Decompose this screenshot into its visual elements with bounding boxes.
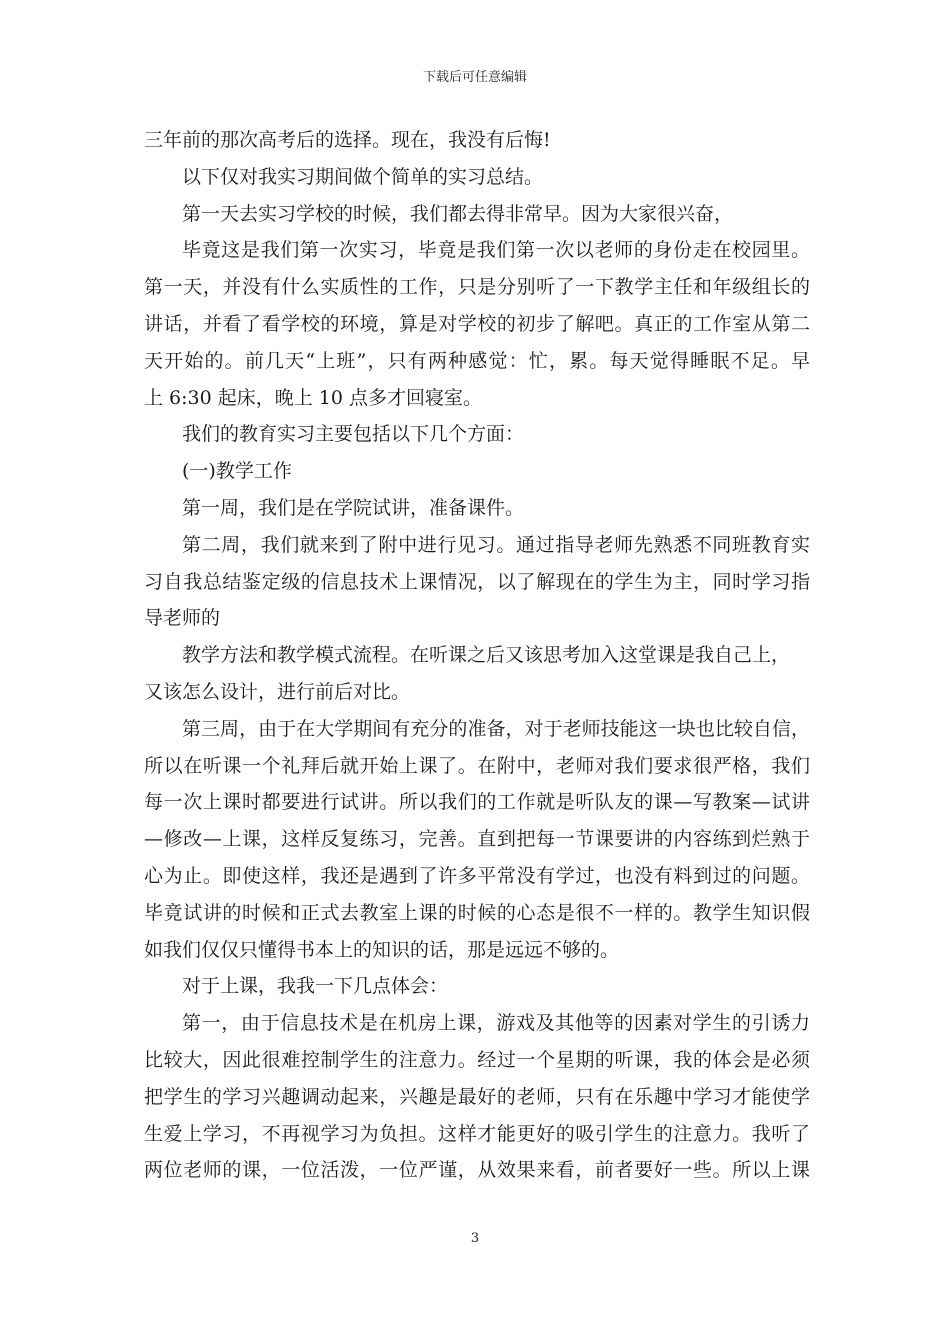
text-line: 两位老师的课，一位活泼，一位严谨，从效果来看，前者要好一些。所以上课 bbox=[144, 1159, 810, 1182]
text-line: 对于上课，我我一下几点体会： bbox=[182, 975, 449, 998]
text-line: 习自我总结鉴定级的信息技术上课情况，以了解现在的学生为主，同时学习指 bbox=[144, 570, 810, 593]
text-line: 导老师的 bbox=[144, 607, 221, 630]
text-line: 把学生的学习兴趣调动起来，兴趣是最好的老师，只有在乐趣中学习才能使学 bbox=[144, 1085, 810, 1108]
text-line: 第一天，并没有什么实质性的工作，只是分别听了一下教学主任和年级组长的 bbox=[144, 276, 810, 299]
text-line: 毕竟这是我们第一次实习，毕竟是我们第一次以老师的身份走在校园里。 bbox=[182, 239, 810, 262]
text-line: 又该怎么设计，进行前后对比。 bbox=[144, 680, 411, 703]
text-line: 以下仅对我实习期间做个简单的实习总结。 bbox=[182, 165, 544, 188]
text-line: 第一天去实习学校的时候，我们都去得非常早。因为大家很兴奋， bbox=[182, 202, 734, 225]
text-line: 毕竟试讲的时候和正式去教室上课的时候的心态是很不一样的。教学生知识假 bbox=[144, 901, 810, 924]
text-line: (一)教学工作 bbox=[182, 460, 292, 483]
text-line: 讲话，并看了看学校的环境，算是对学校的初步了解吧。真正的工作室从第二 bbox=[144, 312, 810, 335]
text-line: 教学方法和教学模式流程。在听课之后又该思考加入这堂课是我自己上， bbox=[182, 644, 791, 667]
text-line: 三年前的那次高考后的选择。现在，我没有后悔! bbox=[144, 129, 551, 151]
text-line: 心为止。即使这样，我还是遇到了许多平常没有学过，也没有料到过的问题。 bbox=[144, 864, 810, 887]
text-line: 第一，由于信息技术是在机房上课，游戏及其他等的因素对学生的引诱力 bbox=[182, 1012, 810, 1035]
text-line: 上 6:30 起床，晚上 10 点多才回寝室。 bbox=[144, 386, 483, 409]
page-number: 3 bbox=[470, 1231, 480, 1246]
text-line: 所以在听课一个礼拜后就开始上课了。在附中，老师对我们要求很严格，我们 bbox=[144, 754, 810, 777]
text-line: 每一次上课时都要进行试讲。所以我们的工作就是听队友的课—写教案—试讲 bbox=[144, 791, 810, 814]
text-line: 第三周，由于在大学期间有充分的准备，对于老师技能这一块也比较自信， bbox=[182, 717, 810, 740]
text-line: 比较大，因此很难控制学生的注意力。经过一个星期的听课，我的体会是必须 bbox=[144, 1048, 810, 1071]
text-line: —修改—上课，这样反复练习，完善。直到把每一节课要讲的内容练到烂熟于 bbox=[144, 828, 810, 851]
text-line: 我们的教育实习主要包括以下几个方面： bbox=[182, 423, 525, 446]
text-line: 天开始的。前几天“上班”，只有两种感觉：忙，累。每天觉得睡眠不足。早 bbox=[144, 349, 810, 372]
text-line: 如我们仅仅只懂得书本上的知识的话，那是远远不够的。 bbox=[144, 938, 620, 961]
text-line: 第二周，我们就来到了附中进行见习。通过指导老师先熟悉不同班教育实 bbox=[182, 533, 810, 556]
text-line: 生爱上学习，不再视学习为负担。这样才能更好的吸引学生的注意力。我听了 bbox=[144, 1122, 810, 1145]
page-header: 下载后可任意编辑 bbox=[422, 70, 527, 85]
text-line: 第一周，我们是在学院试讲，准备课件。 bbox=[182, 496, 525, 519]
document-body bbox=[144, 122, 810, 1189]
